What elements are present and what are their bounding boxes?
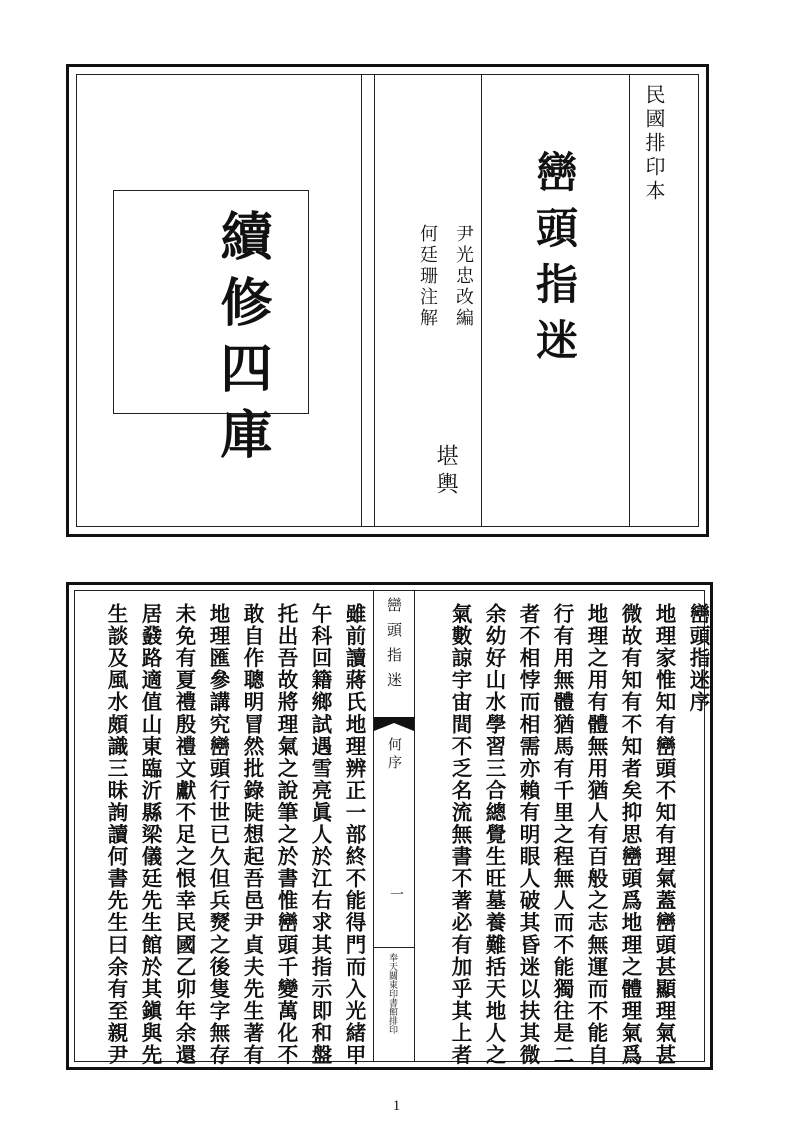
seal-text: 續修四庫 bbox=[211, 209, 272, 473]
preface-column: 余幼好山水學習三合總覺生旺墓養難括天地人之 bbox=[482, 603, 506, 1067]
preface-page-inner-frame bbox=[74, 590, 710, 1067]
fish-tail-ornament bbox=[374, 717, 414, 731]
gutter-publisher: 奉天關東印書館排印 bbox=[387, 953, 397, 1034]
gutter-book-title: 巒頭指迷 bbox=[385, 597, 403, 697]
edition-label: 民國排印本 bbox=[642, 84, 666, 204]
preface-heading: 巒頭指迷序 bbox=[686, 603, 710, 714]
author-editor: 尹光忠改編 bbox=[453, 224, 474, 329]
column-rule bbox=[374, 75, 375, 526]
author-annotator: 何廷珊注解 bbox=[417, 224, 438, 329]
preface-column: 敢自作聰明冒然批錄陡想起吾邑尹貞夫先生著有 bbox=[240, 603, 264, 1067]
gutter-section-label: 何序 bbox=[386, 737, 402, 773]
preface-column: 居鼗路適值山東臨沂縣梁儀廷先生館於其鎭與先 bbox=[138, 603, 162, 1067]
category-label: 堪輿 bbox=[433, 444, 458, 500]
column-rule bbox=[481, 75, 482, 526]
book-title: 巒頭指迷 bbox=[530, 150, 579, 374]
preface-column: 雖前讀蔣氏地理辨正一部終不能得門而入光緒甲 bbox=[342, 603, 366, 1067]
gutter-divider bbox=[374, 947, 414, 948]
gutter-page-number: 一 bbox=[388, 887, 404, 901]
preface-page-panel bbox=[66, 582, 713, 1070]
preface-column: 地理家惟知有巒頭不知有理氣蓋巒頭甚顯理氣甚 bbox=[652, 603, 676, 1067]
preface-column: 生談及風水頗識三昧詢讀何書先生曰余有至親尹 bbox=[104, 603, 128, 1067]
preface-column: 行有用無體猶馬有千里之程無人而不能獨往是二 bbox=[550, 603, 574, 1067]
page-number: 1 bbox=[392, 1098, 401, 1114]
preface-column: 微故有知有不知者矣抑思巒頭爲地理之體理氣爲 bbox=[618, 603, 642, 1067]
preface-column: 地理匯參講究巒頭行世已久但兵燹之後隻字無存 bbox=[206, 603, 230, 1067]
authors-block bbox=[410, 224, 476, 384]
preface-column: 氣數諒宇宙間不乏名流無書不著必有加乎其上者 bbox=[448, 603, 472, 1067]
preface-column: 午科回籍鄉試遇雪亮眞人於江右求其指示即和盤 bbox=[308, 603, 332, 1067]
preface-column: 地理之用有體無用猶人有百般之志無運而不能自 bbox=[584, 603, 608, 1067]
column-rule bbox=[361, 75, 362, 526]
page-gutter bbox=[373, 591, 415, 1061]
column-rule bbox=[629, 75, 630, 526]
preface-column: 托出吾故將理氣之說筆之於書惟巒頭千變萬化不 bbox=[274, 603, 298, 1067]
preface-column: 未免有夏禮殷禮文獻不足之恨幸民國乙卯年余還 bbox=[172, 603, 196, 1067]
seal-stamp bbox=[113, 190, 309, 473]
preface-column: 者不相悖而相需亦賴有明眼人破其昏迷以扶其微 bbox=[516, 603, 540, 1067]
